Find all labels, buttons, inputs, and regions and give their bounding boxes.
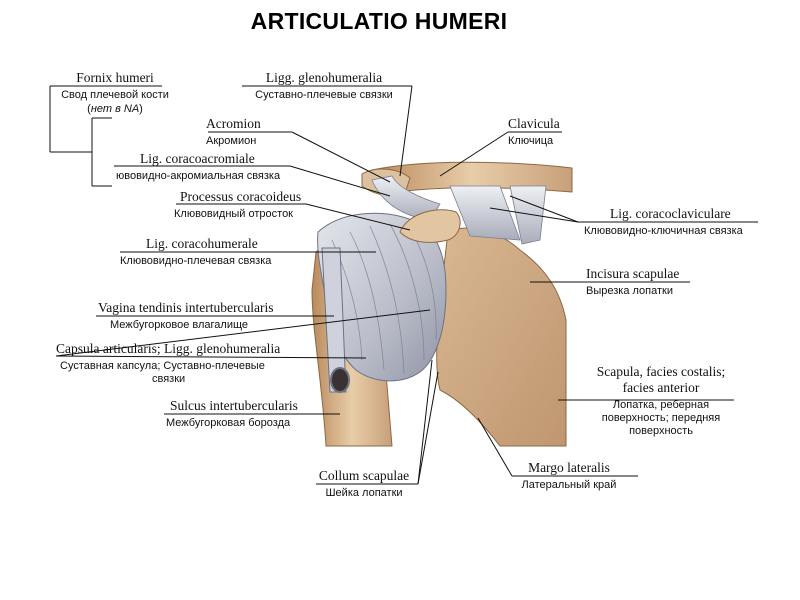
label-fornix-latin: Fornix humeri — [76, 70, 154, 85]
label-lig-coracoacromiale: Lig. coracoacromiale ювовидно-акромиальная связка — [116, 151, 281, 182]
label-acromion: Acromion Акромион — [206, 116, 261, 147]
label-capsula-articularis: Capsula articularis; Ligg. glenohumeralia Суставная капсула; Суставно-плечевые связки — [56, 341, 281, 385]
label-ligg-glenohumeralia: Ligg. glenohumeralia Суставно-плечевые связки — [255, 70, 393, 101]
page-title: ARTICULATIO HUMERI — [250, 8, 508, 34]
label-fornix-russian: Свод плечевой кости — [61, 89, 169, 101]
label-margo-lateralis: Margo lateralis Латеральный край — [521, 460, 617, 491]
label-vagina-tendinis: Vagina tendinis intertubercularis Межбугорковое влагалище — [98, 300, 274, 331]
label-collum-scapulae: Collum scapulae Шейка лопатки — [318, 468, 410, 499]
label-lig-coracoclaviculare: Lig. coracoclaviculare Клювовидно-ключичная связка — [584, 206, 743, 237]
label-sulcus-intertubercularis: Sulcus intertubercularis Межбугорковая борозда — [166, 398, 298, 429]
label-lig-coracohumerale: Lig. coracohumerale Клювовидно-плечевая связка — [120, 236, 272, 267]
label-processus-coracoideus: Processus coracoideus Клювовидный отросток — [174, 189, 302, 220]
label-clavicula: Clavicula Ключица — [508, 116, 560, 147]
label-incisura-scapulae: Incisura scapulae Вырезка лопатки — [586, 266, 680, 297]
label-fornix-note: (нет в NA) — [87, 103, 143, 115]
label-scapula-facies: Scapula, facies costalis; facies anterior Лопатка, реберная поверхность; передняя поверхность — [596, 364, 726, 437]
label-fornix-humeri — [52, 70, 178, 116]
